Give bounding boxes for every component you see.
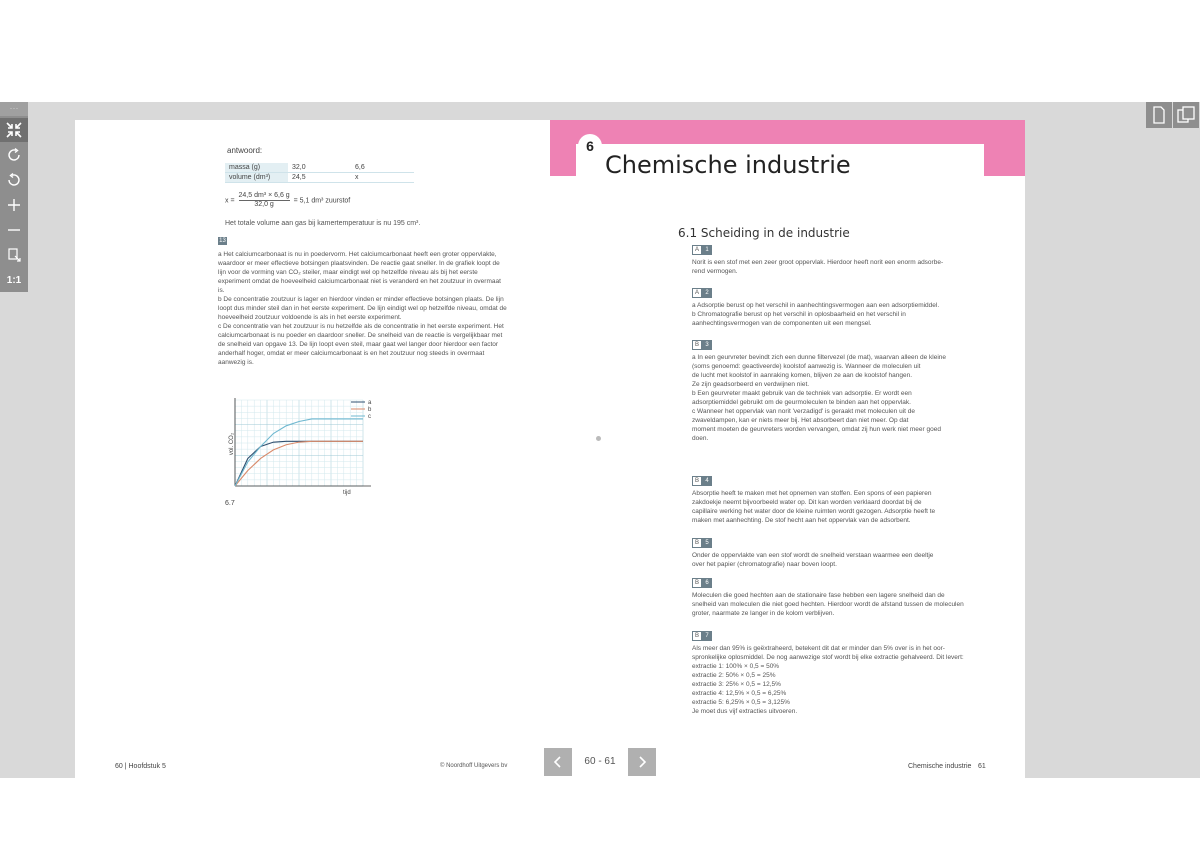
double-page-view-button[interactable]: [1173, 102, 1199, 128]
right-footer-title: Chemische industrie: [908, 763, 972, 770]
answer-line: spronkelijke oplosmiddel. De nog aanwezige stof wordt bij elke extractie gehalveerd. Dit levert:: [692, 654, 964, 661]
answer-line: rend vermogen.: [692, 268, 738, 275]
answer-line: capillaire werking het water door de kleine ruimten wordt gezogen. Adsorptie heeft te: [692, 508, 936, 515]
answer-line: extractie 3: 25% × 0,5 = 12,5%: [692, 681, 781, 688]
formula-lhs: x =: [225, 197, 235, 205]
answer-line: doen.: [692, 435, 709, 442]
left-footer: 60 | Hoofdstuk 5: [115, 763, 166, 770]
question-number: 3: [702, 340, 712, 350]
question-tag: [692, 631, 712, 641]
chevron-left-icon: [552, 755, 564, 769]
fit-page-icon: [6, 247, 22, 263]
answer-line: extractie 1: 100% × 0,5 = 50%: [692, 663, 780, 670]
table-cell: volume (dm³): [225, 173, 288, 183]
answer-line: Als meer dan 95% is geëxtraheerd, betekent dit dat er minder dan 5% over is in het oor-: [692, 645, 945, 652]
answer-line: maken met aanhechting. De stof hecht aan het oppervlak van de adsorbent.: [692, 517, 911, 524]
formula-rhs: = 5,1 dm³ zuurstof: [293, 197, 351, 205]
question-level: A: [692, 288, 702, 298]
answer-line: a Adsorptie berust op het verschil in aanhechtingsvermogen aan een adsorptiemiddel.: [692, 302, 940, 309]
copyright-footer: © Noordhoff Uitgevers bv: [440, 763, 508, 769]
question-tag: [692, 288, 712, 298]
answer-line: moment moeten de geurvreters worden vervangen, omdat zij hun werk niet meer goed: [692, 426, 941, 433]
answer-line: Moleculen die goed hechten aan de stationaire fase hebben een lagere snelheid dan de: [692, 592, 945, 599]
answer-line: snelheid van moleculen die niet goed hechten. Hierdoor wordt de afstand tussen de moleculen: [692, 601, 964, 608]
co2-volume-chart: [223, 392, 383, 496]
answer-text-block: [218, 250, 508, 367]
answer-line: extractie 5: 6,25% × 0,5 = 3,125%: [692, 699, 790, 706]
question-answer-text: [692, 644, 987, 716]
next-page-button[interactable]: [628, 748, 656, 776]
plus-icon: [6, 197, 22, 213]
answer-line: b Een geurvreter maakt gebruik van de techniek van adsorptie. Er wordt een: [692, 390, 912, 397]
answer-line: Je moet dus vijf extracties uitvoeren.: [692, 708, 798, 715]
formula-fraction: [239, 192, 290, 209]
table-row: [225, 173, 414, 183]
question-level: B: [692, 340, 702, 350]
question-level: B: [692, 631, 702, 641]
table-cell: 32,0: [288, 163, 351, 173]
table-row: [225, 163, 414, 173]
right-footer-page-number: 61: [978, 763, 986, 770]
rotate-counterclockwise-button[interactable]: [0, 168, 28, 192]
page-indicator: 60 - 61: [584, 756, 616, 767]
answer-paragraph: c De concentratie van het zoutzuur is nu hetzelfde als de concentratie in het eerste experiment. Het calciumcarbonaat is nu poeder en daardoor sneller. De snelheid van de reactie is vergelijkbaar met de snelheid van opgave 13. De lijn loopt even steil, maar gaat wel langer door hierdoor een factor anderhalf hoger, omdat er meer calciumcarbonaat is en het zoutzuur nog steeds in overmaat aanwezig is.: [218, 323, 504, 366]
answer-line: extractie 4: 12,5% × 0,5 = 6,25%: [692, 690, 787, 697]
figure-label: 6.7: [225, 500, 235, 507]
table-cell: x: [351, 173, 414, 183]
compress-icon: [5, 121, 23, 139]
previous-page-button[interactable]: [544, 748, 572, 776]
answer-line: Ze zijn geadsorbeerd en verdwijnen niet.: [692, 381, 810, 388]
question-number: 2: [702, 288, 712, 298]
legend-label-c: c: [368, 414, 371, 420]
answer-line: Norit is een stof met een zeer groot oppervlak. Hierdoor heeft norit een enorm adsorbe-: [692, 259, 944, 266]
answer-line: over het papier (chromatografie) naar boven loopt.: [692, 561, 837, 568]
single-page-icon: [1151, 106, 1167, 124]
answer-line: c Wanneer het oppervlak van norit 'verzadigd' is geraakt met moleculen uit de: [692, 408, 915, 415]
formula-numerator: 24,5 dm³ × 6,6 g: [238, 192, 290, 199]
left-page: [75, 120, 550, 778]
question-tag: [692, 538, 712, 548]
answer-label: antwoord:: [227, 146, 263, 155]
actual-size-button[interactable]: [0, 268, 28, 292]
answer-line: aanhechtingsvermogen van de componenten uit een mengsel.: [692, 320, 872, 327]
y-axis-label: vol. CO₂: [229, 432, 235, 456]
double-page-icon: [1176, 106, 1196, 124]
chapter-number: 6: [578, 134, 602, 158]
question-tag: [692, 245, 712, 255]
question-answer-text: [692, 551, 987, 569]
formula: [225, 192, 350, 209]
table-cell: massa (g): [225, 163, 288, 173]
right-page: [550, 120, 1025, 778]
chart-grid: [235, 400, 363, 486]
zoom-out-button[interactable]: [0, 218, 28, 242]
answer-line: de lucht met koolstof in aanraking komen, blijven ze aan de koolstof hangen.: [692, 372, 913, 379]
answer-line: (soms genoemd: geactiveerde) koolstof aanwezig is. Wanneer de moleculen uit: [692, 363, 921, 370]
question-level: B: [692, 476, 702, 486]
chart-legend: [351, 400, 372, 420]
fit-page-button[interactable]: [0, 243, 28, 267]
table-cell: 6,6: [351, 163, 414, 173]
question-answer-text: [692, 301, 987, 328]
answer-line: zwaveldampen, kan er niets meer bij. Het absorbeert dan niet meer. Op dat: [692, 417, 909, 424]
answer-line: Onder de oppervlakte van een stof wordt de snelheid verstaan waarmee een deeltje: [692, 552, 934, 559]
rotate-ccw-icon: [6, 172, 22, 188]
question-answer-text: [692, 353, 987, 443]
question-tag: [692, 340, 712, 350]
chevron-right-icon: [636, 755, 648, 769]
answer-line: a In een geurvreter bevindt zich een dunne filtervezel (de mat), waarvan alleen de kleine: [692, 354, 947, 361]
answer-line: groter, naarmate ze langer in de kolom verblijven.: [692, 610, 835, 617]
rotate-clockwise-button[interactable]: [0, 143, 28, 167]
section-title: 6.1 Scheiding in de industrie: [678, 226, 850, 240]
spread-center-marker: [596, 436, 601, 441]
minus-icon: [6, 222, 22, 238]
table-cell: 24,5: [288, 173, 351, 183]
answer-line: adsorptiemiddel gebruikt om de geurmoleculen te binden aan het oppervlak.: [692, 399, 911, 406]
mass-volume-table: [225, 163, 414, 183]
exit-fullscreen-button[interactable]: [0, 118, 28, 142]
answer-line: zakdoekje neemt bijvoorbeeld water op. Dit kan worden verklaard doordat bij de: [692, 499, 922, 506]
question-number-badge: 13: [219, 238, 226, 244]
answer-line: extractie 2: 50% × 0,5 = 25%: [692, 672, 776, 679]
formula-denominator: 32,0 g: [254, 201, 274, 208]
legend-label-b: b: [368, 407, 372, 413]
answer-line: b Chromatografie berust op het verschil in oplosbaarheid en het verschil in: [692, 311, 906, 318]
single-page-view-button[interactable]: [1146, 102, 1172, 128]
question-number: 4: [702, 476, 712, 486]
question-answer-text: [692, 591, 987, 618]
question-number: 7: [702, 631, 712, 641]
question-answer-text: [692, 489, 987, 525]
question-tag: [692, 476, 712, 486]
legend-label-a: a: [368, 400, 372, 406]
total-volume-text: Het totale volume aan gas bij kamertemperatuur is nu 195 cm³.: [225, 220, 421, 227]
viewer-toolbar: [0, 102, 28, 292]
question-tag: [692, 578, 712, 588]
rotate-cw-icon: [6, 147, 22, 163]
question-number: 5: [702, 538, 712, 548]
toolbar-drag-handle[interactable]: ···: [0, 102, 28, 116]
question-level: B: [692, 578, 702, 588]
zoom-in-button[interactable]: [0, 193, 28, 217]
answer-paragraph: a Het calciumcarbonaat is nu in poedervorm. Het calciumcarbonaat heeft een groter oppervlakte, waardoor er meer effectieve botsingen plaatsvinden. De reactie gaat sneller. In de grafiek loopt de lijn voor de vorming van CO₂ steiler, maar eindigt wel op hetzelfde niveau als bij het eerste experiment omdat de hoeveelheid calciumcarbonaat niet is veranderd en het zoutzuur in overmaat is.: [218, 251, 501, 294]
question-level: B: [692, 538, 702, 548]
answer-paragraph: b De concentratie zoutzuur is lager en hierdoor vinden er minder effectieve botsingen plaats. De lijn loopt dus minder steil dan in het eerste experiment. De lijn eindigt wel op hetzelfde niveau, omdat de hoeveelheid zoutzuur voldoende is als in het eerste experiment.: [218, 296, 507, 321]
answer-line: Absorptie heeft te maken met het opnemen van stoffen. Een spons of een papieren: [692, 490, 932, 497]
chapter-title: Chemische industrie: [605, 151, 851, 179]
question-number: 6: [702, 578, 712, 588]
question-number: 1: [702, 245, 712, 255]
zoom-level-label: 1:1: [6, 274, 22, 286]
x-axis-label: tijd: [343, 490, 351, 496]
question-level: A: [692, 245, 702, 255]
question-answer-text: [692, 258, 987, 276]
